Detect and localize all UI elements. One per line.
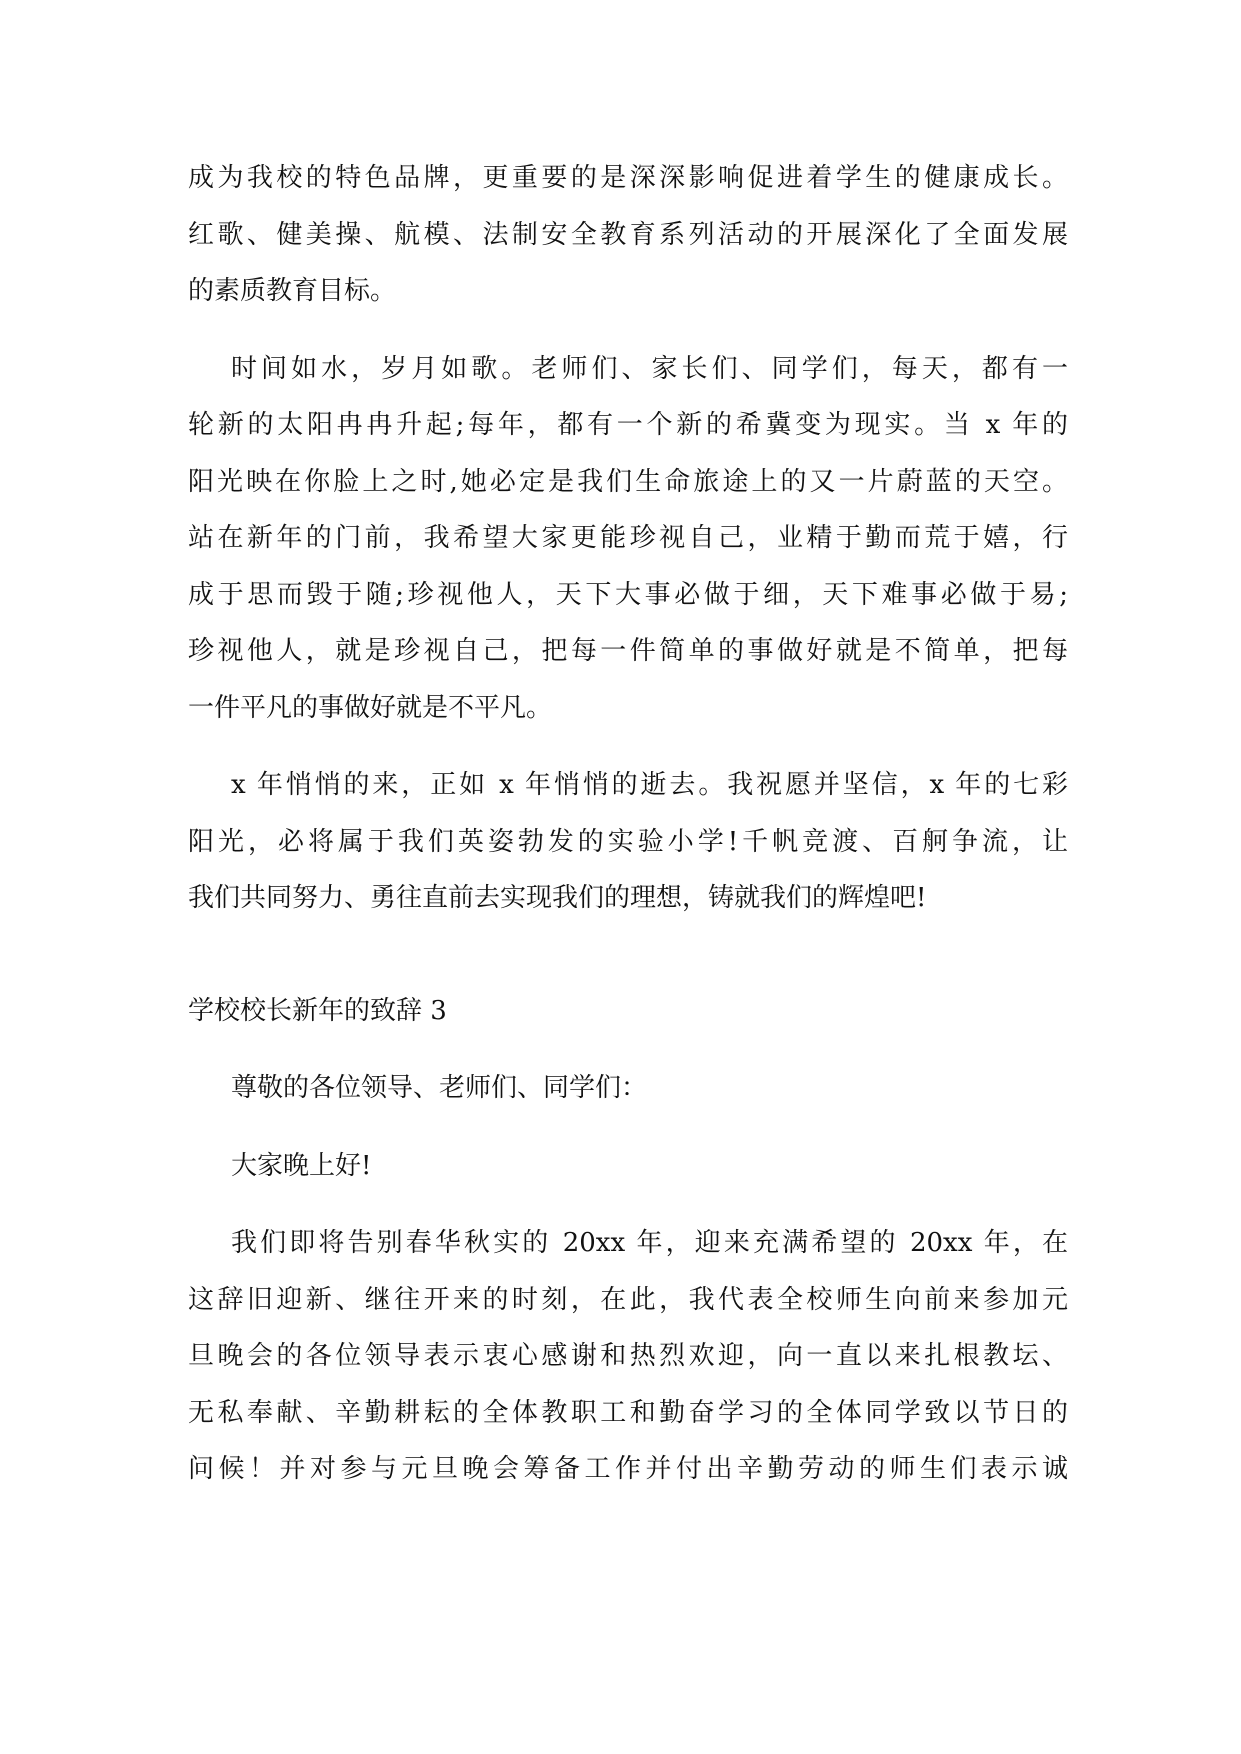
text-line: 这辞旧迎新、继往开来的时刻，在此，我代表全校师生向前来参加元 (188, 1284, 1068, 1315)
text-line: 问候！并对参与元旦晚会筹备工作并付出辛勤劳动的师生们表示诚 (188, 1454, 1068, 1484)
paragraph-1 (188, 150, 1068, 320)
salutation: 尊敬的各位领导、老师们、同学们： (231, 1073, 648, 1103)
paragraph-3 (188, 757, 1068, 927)
text-line: 旦晚会的各位领导表示衷心感谢和热烈欢迎，向一直以来扎根教坛、 (188, 1341, 1068, 1371)
text-line: 成为我校的特色品牌，更重要的是深深影响促进着学生的健康成长。 (188, 163, 1068, 193)
text-line: 的素质教育目标。 (188, 276, 397, 306)
text-line: 我们共同努力、勇往直前去实现我们的理想，铸就我们的辉煌吧! (188, 883, 927, 913)
greeting: 大家晚上好! (231, 1150, 372, 1181)
text-line: 时间如水，岁月如歌。老师们、家长们、同学们，每天，都有一 (231, 353, 1068, 384)
text-line: x 年悄悄的来，正如 x 年悄悄的逝去。我祝愿并坚信，x 年的七彩 (231, 770, 1068, 800)
text-line: 阳光，必将属于我们英姿勃发的实验小学!千帆竞渡、百舸争流，让 (188, 826, 1068, 857)
text-line: 一件平凡的事做好就是不平凡。 (188, 692, 553, 723)
paragraph-4 (188, 1215, 1068, 1498)
text-line: 阳光映在你脸上之时,她必定是我们生命旅途上的又一片蔚蓝的天空。 (188, 466, 1068, 497)
text-line: 站在新年的门前，我希望大家更能珍视自己，业精于勤而荒于嬉，行 (188, 523, 1068, 553)
section-title: 学校校长新年的致辞 3 (188, 995, 447, 1026)
text-line: 无私奉献、辛勤耕耘的全体教职工和勤奋学习的全体同学致以节日的 (188, 1397, 1068, 1428)
text-line: 我们即将告别春华秋实的 20xx 年，迎来充满希望的 20xx 年，在 (231, 1228, 1068, 1258)
document-page (188, 150, 1068, 1498)
text-line: 轮新的太阳冉冉升起;每年，都有一个新的希冀变为现实。当 x 年的 (188, 410, 1068, 440)
text-line: 成于思而毁于随;珍视他人，天下大事必做于细，天下难事必做于易; (188, 579, 1068, 610)
text-line: 珍视他人，就是珍视自己，把每一件简单的事做好就是不简单，把每 (188, 636, 1068, 666)
paragraph-2 (188, 341, 1068, 737)
text-line: 红歌、健美操、航模、法制安全教育系列活动的开展深化了全面发展 (188, 219, 1068, 250)
